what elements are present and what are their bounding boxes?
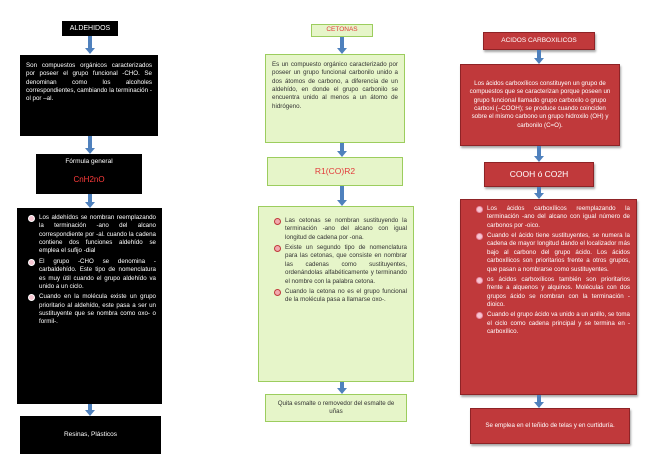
cetonas-definition-box: [265, 54, 405, 143]
aldehidos-uses: Resinas, Plásticos: [63, 430, 118, 438]
aldehidos-formula-label: Fórmula general: [65, 158, 113, 165]
cetonas-rule: Las cetonas se nombran sustituyendo la terminación -ano del alcano con igual longitud de cadena por -ona.: [273, 217, 407, 242]
acidos-formula: COOH ó CO2H: [509, 168, 569, 179]
acidos-definition: Los ácidos carboxílicos constituyen un grupo de compuestos que se caracterizan porque poseen un grupo funcional llamado grupo carboxilo o grupo carboxi (–COOH); se produce cuando coinciden sobre el mismo carbono un grupo hidroxilo (OH) y carbonilo (C=O).: [469, 79, 611, 129]
aldehidos-title: ALDEHIDOS: [69, 24, 111, 32]
cetonas-arrow-4: [337, 382, 347, 394]
acidos-definition-box: [460, 64, 620, 146]
bullet-icon: [28, 293, 36, 301]
acidos-rule: Los ácidos carboxílicos reemplazando la terminación -ano del alcano con igual número de carbonos por -oico.: [475, 205, 630, 230]
aldehidos-formula: CnH2nO: [73, 174, 105, 184]
acidos-arrow-1: [534, 50, 544, 64]
acidos-arrow-2: [534, 146, 544, 162]
bullet-icon: [476, 276, 484, 284]
cetonas-arrow-2: [337, 143, 347, 157]
cetonas-formula-box: [267, 157, 403, 186]
aldehidos-arrow-3: [85, 194, 95, 208]
cetonas-arrow-3: [337, 186, 347, 206]
bullet-icon: [274, 217, 282, 225]
cetonas-rule: Existe un segundo tipo de nomenclatura para las cetonas, que consiste en nombrar las cadenas como sustituyentes, ordenándolas alfabéticamente y terminando el nombre con la palabra cetona.: [273, 244, 407, 286]
aldehidos-rule: Cuando en la molécula existe un grupo prioritario al aldehído, este pasa a ser un sustituyente que se nombra como oxo- o formil-.: [27, 293, 156, 326]
acidos-formula-box: [484, 162, 594, 187]
bullet-icon: [476, 205, 484, 213]
aldehidos-uses-box: [20, 416, 161, 454]
cetonas-uses: Quita esmalte o removedor del esmalte de uñas: [277, 399, 395, 415]
cetonas-formula: R1(CO)R2: [314, 165, 356, 176]
cetonas-rules-box: [258, 206, 414, 382]
aldehidos-arrow-2: [85, 136, 95, 154]
acidos-title: ACIDOS CARBOXILICOS: [501, 36, 577, 44]
acidos-title-box: [483, 32, 595, 50]
acidos-rules-box: [460, 199, 637, 395]
bullet-icon: [28, 214, 36, 222]
bullet-icon: [476, 311, 484, 319]
cetonas-title: CETONAS: [326, 26, 358, 34]
acidos-rule: Cuando el ácido tiene sustituyentes, se numera la cadena de mayor longitud dando el localizador más bajo al carbono del grupo ácido. Los ácidos carboxílicos son prioritarios frente a otros grupos, que pasan a nombrarse como sustituyentes.: [475, 232, 630, 274]
cetonas-rule: Cuando la cetona no es el grupo funcional de la molécula pasa a llamarse oxo-.: [273, 288, 407, 305]
cetonas-arrow-1: [337, 37, 347, 54]
aldehidos-definition: Son compuestos orgánicos caracterizados por poseer el grupo funcional -CHO. Se denominan como los alcoholes correspondientes, cambiando la terminación -ol por –al.: [26, 62, 152, 103]
cetonas-title-box: [311, 24, 373, 37]
bullet-icon: [274, 244, 282, 252]
aldehidos-arrow-4: [85, 404, 95, 416]
acidos-arrow-4: [534, 395, 544, 408]
bullet-icon: [274, 288, 282, 296]
acidos-uses-box: [470, 408, 630, 444]
acidos-uses: Se emplea en el teñido de telas y en curtiduría.: [485, 421, 615, 429]
acidos-rule: os ácidos carboxílicos también son prioritarios frente a alquenos y alquinos. Moléculas con dos grupos ácido se nombran con la terminación -dioico.: [475, 276, 630, 309]
aldehidos-rules-box: [17, 208, 162, 404]
aldehidos-rule: El grupo -CHO se denomina -carbaldehído. Este tipo de nomenclatura es muy útil cuando el grupo aldehído va unido a un ciclo.: [27, 258, 156, 291]
aldehidos-definition-box: [20, 55, 158, 136]
acidos-arrow-3: [534, 187, 544, 199]
aldehidos-rule: Los aldehídos se nombran reemplazando la terminación -ano del alcano correspondiente por -al. cuando la cadena contiene dos funciones aldehído se emplea el sufijo -dial: [27, 214, 156, 256]
aldehidos-formula-box: [36, 154, 142, 194]
bullet-icon: [476, 232, 484, 240]
cetonas-definition: Es un compuesto orgánico caracterizado por poseer un grupo funcional carbonilo unido a dos átomos de carbono, a diferencia de un aldehído, en donde el grupo carbonilo se encuentra unido al menos a un átomo de hidrógeno.: [272, 61, 398, 110]
bullet-icon: [28, 258, 36, 266]
aldehidos-rules-list: [27, 214, 156, 327]
cetonas-uses-box: [265, 394, 407, 422]
aldehidos-title-box: [62, 21, 118, 36]
aldehidos-arrow-1: [85, 36, 95, 54]
acidos-rule: Cuando el grupo ácido va unido a un anillo, se toma el ciclo como cadena principal y se termina en -carboxílico.: [475, 311, 630, 336]
cetonas-rules-list: [273, 217, 407, 305]
acidos-rules-list: [475, 205, 630, 336]
